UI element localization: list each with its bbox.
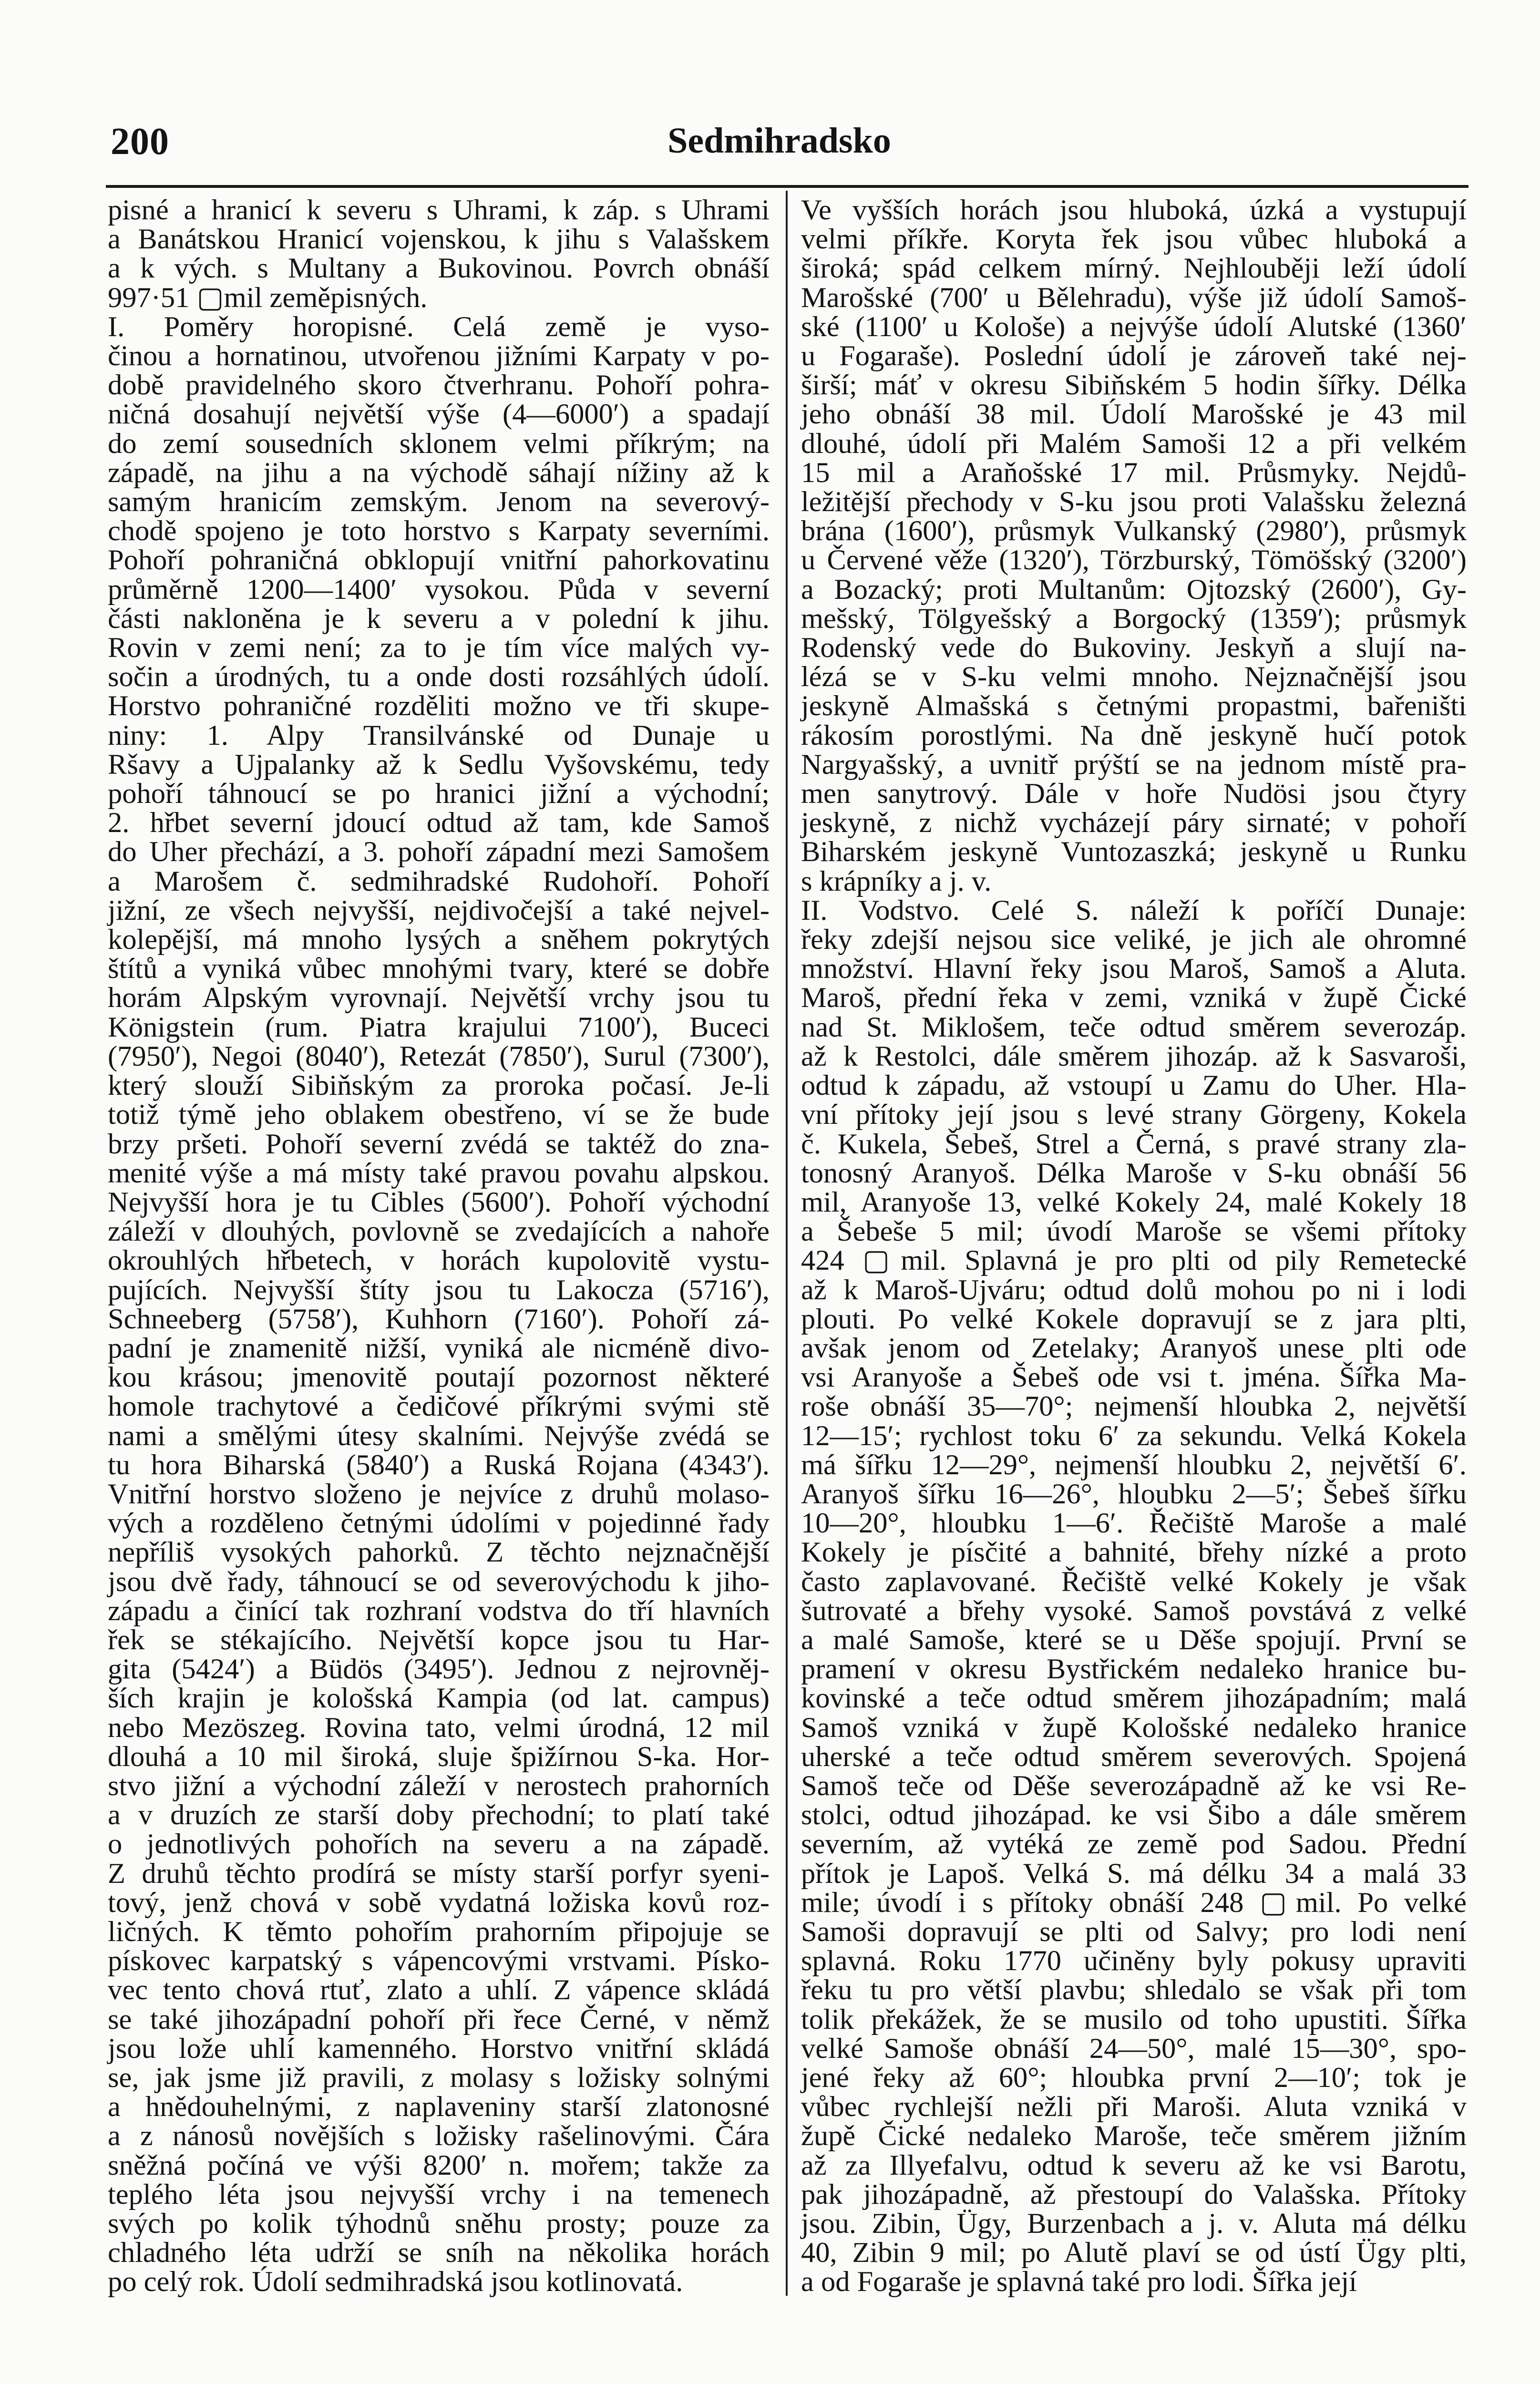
text-line: men sanytrový. Dále v hoře Nudösi jsou čtyry <box>801 778 1467 810</box>
column-divider <box>786 191 788 2296</box>
header-rule <box>106 185 1468 188</box>
text-line: až k Restolci, dále směrem jihozáp. až k Sasvaroši, <box>801 1040 1467 1072</box>
text-line: vsi Aranyoše a Šebeš ode vsi t. jména. Šířka Ma- <box>801 1361 1467 1394</box>
page-number: 200 <box>111 121 169 163</box>
text-line: Ršavy a Ujpalanky až k Sedlu Vyšovskému, tedy <box>108 748 770 781</box>
text-line: menité výše a má místy také pravou povahu alpskou. <box>108 1157 770 1189</box>
text-line: se, jak jsme již pravili, z molasy s ložisky solnými <box>108 2062 770 2094</box>
text-line: vůbec rychlejší nežli při Maroši. Aluta vzniká v <box>801 2091 1467 2123</box>
text-line: gita (5424′) a Büdös (3495′). Jednou z nejrovněj- <box>108 1653 770 1685</box>
text-line: Schneeberg (5758′), Kuhhorn (7160′). Pohoří zá- <box>108 1303 770 1335</box>
text-line: samým hranicím zemským. Jenom na severový- <box>108 486 770 518</box>
text-line: širší; máť v okresu Sibiňském 5 hodin šířky. Délka <box>801 369 1467 401</box>
text-line: Nejvyšší hora je tu Cibles (5600′). Pohoří východní <box>108 1186 770 1218</box>
text-line: tový, jenž chová v sobě vydatná ložiska kovů roz- <box>108 1886 770 1919</box>
text-line: niny: 1. Alpy Transilvánské od Dunaje u <box>108 719 770 751</box>
text-line: řeky zdejší nejsou sice veliké, je jich ale ohromné <box>801 924 1467 956</box>
text-line: nami a smělými útesy skalními. Nejvýše zvédá se <box>108 1419 770 1452</box>
page-header <box>87 118 1472 175</box>
text-line: záleží v dlouhých, povlovně se zvedajících a nahoře <box>108 1215 770 1248</box>
text-line: 15 mil a Araňošské 17 mil. Průsmyky. Nejdů- <box>801 456 1467 489</box>
text-line: který slouží Sibiňským za proroka počasí. Je-li <box>108 1069 770 1102</box>
text-line: západu a činící tak rozhraní vodstva do tří hlavních <box>108 1594 770 1627</box>
text-line: Biharském jeskyně Vuntozaszká; jeskyně u Runku <box>801 836 1467 868</box>
text-line: župě Čické nedaleko Maroše, teče směrem jižním <box>801 2120 1467 2152</box>
text-line: ležitější přechody v S-ku jsou proti Valašsku železná <box>801 486 1467 518</box>
text-line: jižní, ze všech nejvyšší, nejdivočejší a také nejvel- <box>108 894 770 926</box>
text-line: jené řeky až 60°; hloubka první 2—10′; tok je <box>801 2062 1467 2094</box>
text-line: množství. Hlavní řeky jsou Maroš, Samoš a Aluta. <box>801 953 1467 985</box>
text-line: mile; úvodí i s přítoky obnáší 248 ▢mil. Po velké <box>801 1886 1467 1919</box>
text-line: velké Samoše obnáší 24—50°, malé 15—30°, spo- <box>801 2032 1467 2065</box>
text-line: jsou lože uhlí kamenného. Horstvo vnitřní skládá <box>108 2032 770 2065</box>
text-line: pískovec karpatský s vápencovými vrstvami. Písko- <box>108 1945 770 1977</box>
text-line: severním, až vytéká ze země pod Sadou. Přední <box>801 1828 1467 1860</box>
text-line: nebo Mezöszeg. Rovina tato, velmi úrodná, 12 mil <box>108 1711 770 1744</box>
text-line: a z nánosů novějších s ložisky rašelinovými. Čára <box>108 2120 770 2152</box>
text-line: a od Fogaraše je splavná také pro lodi. Šířka její <box>801 2266 1357 2298</box>
text-line: kou krásou; jmenovitě poutají pozornost některé <box>108 1361 770 1394</box>
text-line: vých a rozděleno četnými údolími v pojedinné řady <box>108 1507 770 1540</box>
text-line: dlouhé, údolí při Malém Samoši 12 a při velkém <box>801 427 1467 460</box>
text-line: brzy pršeti. Pohoří severní zvédá se taktéž do zna- <box>108 1128 770 1160</box>
text-line: šutrovaté a břehy vysoké. Samoš povstává z velké <box>801 1594 1467 1627</box>
text-line: jeskyně Almašská s četnými propastmi, bařeništi <box>801 690 1467 722</box>
text-line: se také jihozápadní pohoří při řece Černé, v němž <box>108 2003 770 2035</box>
text-line: stolci, odtud jihozápad. ke vsi Šibo a dále směrem <box>801 1799 1467 1831</box>
text-line: homole trachytové a čedičové příkrými svými stě <box>108 1390 770 1423</box>
text-line: č. Kukela, Šebeš, Strel a Černá, s pravé strany zla- <box>801 1128 1467 1160</box>
text-line: přítok je Lapoš. Velká S. má délku 34 a malá 33 <box>801 1857 1467 1890</box>
text-line: západě, na jihu a na východě sáhají nížiny až k <box>108 456 770 489</box>
text-line: a Bozacký; proti Multanům: Ojtozský (2600′), Gy- <box>801 573 1467 606</box>
text-line: jsou dvě řady, táhnoucí se od severovýchodu k jiho- <box>108 1565 770 1598</box>
text-line: Pohoří pohraničná obklopují vnitřní pahorkovatinu <box>108 544 770 576</box>
text-line: tolik překážek, že se musilo od toho upustiti. Šířka <box>801 2003 1467 2035</box>
text-line: okrouhlých hřbetech, v horách kupolovitě vystu- <box>108 1244 770 1277</box>
text-line: pohoří táhnoucí se po hranici jižní a východní; <box>108 778 770 810</box>
text-line: teplého léta jsou nejvyšší vrchy i na temenech <box>108 2178 770 2210</box>
text-line: Horstvo pohraničné rozděliti možno ve tři skupe- <box>108 690 770 722</box>
text-line: rákosím porostlými. Na dně jeskyně hučí potok <box>801 719 1467 751</box>
text-line: padní je znamenitě nižší, vyniká ale nicméně divo- <box>108 1332 770 1364</box>
text-line: pujících. Nejvyšší štíty jsou tu Lakocza (5716′), <box>108 1274 770 1306</box>
text-line: ličných. K těmto pohořím prahorním připojuje se <box>108 1915 770 1948</box>
running-title: Sedmihradsko <box>667 121 891 161</box>
text-line: lézá se v S-ku velmi mnoho. Nejznačnější jsou <box>801 661 1467 693</box>
text-line: štítů a vyniká vůbec mnohými tvary, které se dobře <box>108 953 770 985</box>
text-line: (7950′), Negoi (8040′), Retezát (7850′), Surul (7300′), <box>108 1040 770 1072</box>
text-line: často zaplavované. Řečiště velké Kokely je však <box>801 1565 1467 1598</box>
text-line: Vnitřní horstvo složeno je nejvíce z druhů molaso- <box>108 1478 770 1510</box>
text-line: vní přítoky její jsou s levé strany Görgeny, Kokela <box>801 1099 1467 1131</box>
text-line: kolepější, má mnoho lysých a sněhem pokrytých <box>108 924 770 956</box>
text-line: 424 ▢mil. Splavná je pro plti od pily Remetecké <box>801 1244 1467 1277</box>
text-line: ničná dosahují největší výše (4—6000′) a spadají <box>108 398 770 431</box>
text-line: řek se stékajícího. Největší kopce jsou tu Har- <box>108 1624 770 1656</box>
text-line: svých po kolik týhodnů sněhu prosty; pouze za <box>108 2208 770 2240</box>
text-line: Ve vyšších horách jsou hluboká, úzká a vystupují <box>801 194 1467 226</box>
text-line: a Banátskou Hranicí vojenskou, k jihu s Valašskem <box>108 223 770 256</box>
text-line: jeskyně, z nichž vycházejí páry sirnaté; v pohoří <box>801 807 1467 839</box>
text-line: horám Alpským vyrovnají. Největší vrchy jsou tu <box>108 982 770 1014</box>
text-line: činou a hornatinou, utvořenou jižními Karpaty v po- <box>108 340 770 372</box>
text-line: Nargyašský, a uvnitř prýští se na jednom místě pra- <box>801 748 1467 781</box>
text-line: nad St. Miklošem, teče odtud směrem severozáp. <box>801 1011 1467 1043</box>
text-line: části nakloněna je k severu a v polední k jihu. <box>108 602 770 635</box>
text-line: Z druhů těchto prodírá se místy starší porfyr syeni- <box>108 1857 770 1890</box>
text-line: kovinské a teče odtud směrem jihozápadním; malá <box>801 1682 1467 1715</box>
text-line: 12—15′; rychlost toku 6′ za sekundu. Velká Kokela <box>801 1419 1467 1452</box>
text-line: splavná. Roku 1770 učiněny byly pokusy upraviti <box>801 1945 1467 1977</box>
text-line: 2. hřbet severní jdoucí odtud až tam, kde Samoš <box>108 807 770 839</box>
text-line: po celý rok. Údolí sedmihradská jsou kotlinovatá. <box>108 2266 683 2298</box>
text-line: uherské a teče odtud směrem severových. Spojená <box>801 1740 1467 1773</box>
text-line: I. Poměry horopisné. Celá země je vyso- <box>108 310 770 343</box>
text-line: Königstein (rum. Piatra krajului 7100′), Buceci <box>108 1011 770 1043</box>
text-line: mešský, Tölgyešský a Borgocký (1359′); průsmyk <box>801 602 1467 635</box>
text-line: a hnědouhelnými, z naplaveniny starší zlatonosné <box>108 2091 770 2123</box>
text-line: vec tento chová rtuť, zlato a uhlí. Z vápence skládá <box>108 1974 770 2006</box>
text-line: do Uher přechází, a 3. pohoří západní mezi Samošem <box>108 836 770 868</box>
text-line: 40, Zibin 9 mil; po Alutě plaví se od ústí Ügy plti, <box>801 2237 1467 2269</box>
text-line: tonosný Aranyoš. Délka Maroše v S-ku obnáší 56 <box>801 1157 1467 1189</box>
text-line: Samoši dopravují se plti od Salvy; pro lodi není <box>801 1915 1467 1948</box>
text-line: u Fogaraše). Poslední údolí je zároveň také nej- <box>801 340 1467 372</box>
text-line: brána (1600′), průsmyk Vulkanský (2980′), průsmyk <box>801 515 1467 547</box>
text-line: pisné a hranicí k severu s Uhrami, k záp. s Uhrami <box>108 194 770 226</box>
text-line: totiž týmě jeho oblakem obestřeno, ví se že bude <box>108 1099 770 1131</box>
text-line: mil, Aranyoše 13, velké Kokely 24, malé Kokely 18 <box>801 1186 1467 1218</box>
text-line: tu hora Biharská (5840′) a Ruská Rojana (4343′). <box>108 1449 770 1481</box>
text-line: průměrně 1200—1400′ vysokou. Půda v severní <box>108 573 770 606</box>
right-column <box>801 195 1467 2297</box>
text-line: do zemí sousedních sklonem velmi příkrým; na <box>108 427 770 460</box>
text-line: chladného léta udrží se sníh na několika horách <box>108 2237 770 2269</box>
text-line: Rodenský vede do Bukoviny. Jeskyň a slují na- <box>801 632 1467 664</box>
text-line: a Šebeše 5 mil; úvodí Maroše se všemi přítoky <box>801 1215 1467 1248</box>
text-line: Rovin v zemi není; za to je tím více malých vy- <box>108 632 770 664</box>
text-line: ších krajin je kološská Kampia (od lat. campus) <box>108 1682 770 1715</box>
text-line: avšak jenom od Zetelaky; Aranyoš unese plti ode <box>801 1332 1467 1364</box>
text-line: a malé Samoše, které se u Děše spojují. První se <box>801 1624 1467 1656</box>
text-line: plouti. Po velké Kokele dopravují se z jara plti, <box>801 1303 1467 1335</box>
text-line: pramení v okresu Bystřickém nedaleko hranice bu- <box>801 1653 1467 1685</box>
text-line: sněžná počíná ve výši 8200′ n. mořem; takže za <box>108 2149 770 2181</box>
text-line: odtud k západu, až vstoupí u Zamu do Uher. Hla- <box>801 1069 1467 1102</box>
text-line: 10—20°, hloubku 1—6′. Řečiště Maroše a malé <box>801 1507 1467 1540</box>
text-line: až k Maroš-Ujváru; odtud dolů mohou po ni i lodi <box>801 1274 1467 1306</box>
text-line: velmi příkře. Koryta řek jsou vůbec hluboká a <box>801 223 1467 256</box>
text-line: Samoš vzniká v župě Kološské nedaleko hranice <box>801 1711 1467 1744</box>
text-line: ské (1100′ u Kološe) a nejvýše údolí Alutské (1360′ <box>801 310 1467 343</box>
text-line: chodě spojeno je toto horstvo s Karpaty severními. <box>108 515 770 547</box>
text-line: má šířku 12—29°, nejmenší hloubku 2, největší 6′. <box>801 1449 1467 1481</box>
text-line: stvo jižní a východní záleží v nerostech prahorních <box>108 1769 770 1802</box>
text-line: a k vých. s Multany a Bukovinou. Povrch obnáší <box>108 252 770 285</box>
text-line: jsou. Zibin, Ügy, Burzenbach a j. v. Aluta má délku <box>801 2208 1467 2240</box>
text-line: široká; spád celkem mírný. Nejhlouběji leží údolí <box>801 252 1467 285</box>
text-line: sočin a úrodných, tu a onde dosti rozsáhlých údolí. <box>108 661 770 693</box>
left-column <box>108 195 770 2297</box>
text-line: o jednotlivých pohořích na severu a na západě. <box>108 1828 770 1860</box>
text-line: Kokely je písčité a bahnité, břehy nízké a proto <box>801 1536 1467 1569</box>
text-line: Aranyoš šířku 16—26°, hloubku 2—5′; Šebeš šířku <box>801 1478 1467 1510</box>
text-line: řeku tu pro větší plavbu; shledalo se však při tom <box>801 1974 1467 2006</box>
text-line: dlouhá a 10 mil široká, sluje špižírnou S-ka. Hor- <box>108 1740 770 1773</box>
text-line: u Červené věže (1320′), Törzburský, Tömöšský (3200′) <box>801 544 1467 576</box>
text-line: pak jihozápadně, až přestoupí do Valašska. Přítoky <box>801 2178 1467 2210</box>
text-line: Samoš teče od Děše severozápadně až ke vsi Re- <box>801 1769 1467 1802</box>
text-line: a v druzích ze starší doby přechodní; to platí také <box>108 1799 770 1831</box>
text-line: jeho obnáší 38 mil. Údolí Marošské je 43 mil <box>801 398 1467 431</box>
text-line: Maroš, přední řeka v zemi, vzniká v župě Čické <box>801 982 1467 1014</box>
text-line: Marošské (700′ u Bělehradu), výše již údolí Samoš- <box>801 281 1467 314</box>
text-line: 997·51 ▢mil zeměpisných. <box>108 281 428 314</box>
text-line: době pravidelného skoro čtverhranu. Pohoří pohra- <box>108 369 770 401</box>
text-line: II. Vodstvo. Celé S. náleží k poříčí Dunaje: <box>801 894 1467 926</box>
text-line: roše obnáší 35—70°; nejmenší hloubka 2, největší <box>801 1390 1467 1423</box>
text-line: nepříliš vysokých pahorků. Z těchto nejznačnější <box>108 1536 770 1569</box>
text-line: s krápníky a j. v. <box>801 865 992 897</box>
text-line: a Marošem č. sedmihradské Rudohoří. Pohoří <box>108 865 770 897</box>
text-line: až za Illyefalvu, odtud k severu až ke vsi Barotu, <box>801 2149 1467 2181</box>
